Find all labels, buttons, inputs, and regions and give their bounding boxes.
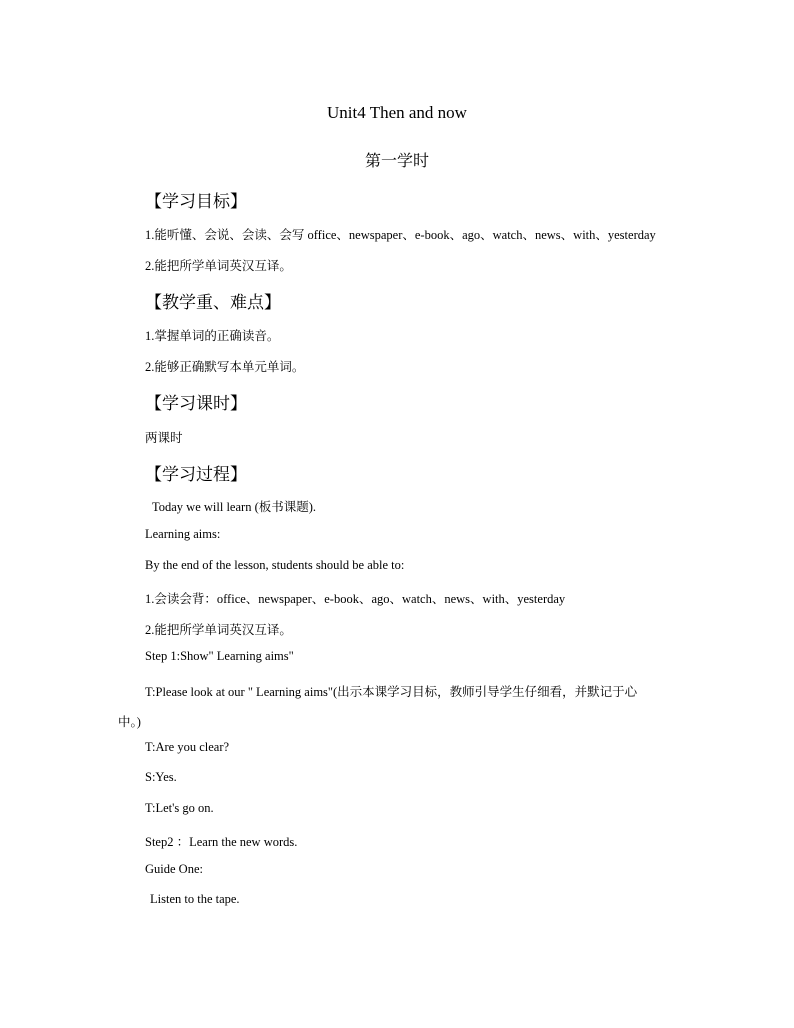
keypoints-heading: 【教学重、难点】 (145, 293, 281, 313)
process-line: By the end of the lesson, students should be able to: (145, 558, 405, 572)
goals-line: 1.能听懂、会说、会读、会写 office、newspaper、e-book、ago、watch、news、with、yesterday (145, 228, 656, 242)
process-line: Guide One: (145, 862, 203, 876)
process-line: T:Please look at our " Learning aims"(出示本课学习目标，教师引导学生仔细看，并默记于心 (145, 685, 638, 699)
goals-line: 2.能把所学单词英汉互译。 (145, 259, 292, 273)
goals-heading: 【学习目标】 (145, 192, 247, 212)
process-line: 2.能把所学单词英汉互译。 (145, 623, 292, 637)
hours-heading: 【学习课时】 (145, 394, 247, 414)
process-line: T:Are you clear? (145, 740, 230, 754)
process-line: 1.会读会背：office、newspaper、e-book、ago、watch、news、with、yesterday (145, 592, 566, 606)
keypoints-line: 2.能够正确默写本单元单词。 (145, 360, 305, 374)
process-line: Today we will learn (板书课题). (152, 500, 317, 514)
process-line: Listen to the tape. (150, 892, 240, 906)
process-line: Step2 ：Learn the new words. (145, 835, 298, 849)
process-line: Step 1:Show" Learning aims" (145, 649, 294, 663)
hours-line: 两课时 (145, 431, 183, 445)
lesson-subtitle: 第一学时 (364, 153, 429, 170)
process-line: 中。) (118, 715, 141, 729)
document-title: Unit4 Then and now (327, 103, 467, 122)
process-line: T:Let's go on. (145, 801, 214, 815)
process-line: Learning aims: (145, 527, 221, 541)
keypoints-line: 1.掌握单词的正确读音。 (145, 329, 280, 343)
process-heading: 【学习过程】 (145, 465, 247, 485)
process-line: S:Yes. (145, 770, 177, 784)
